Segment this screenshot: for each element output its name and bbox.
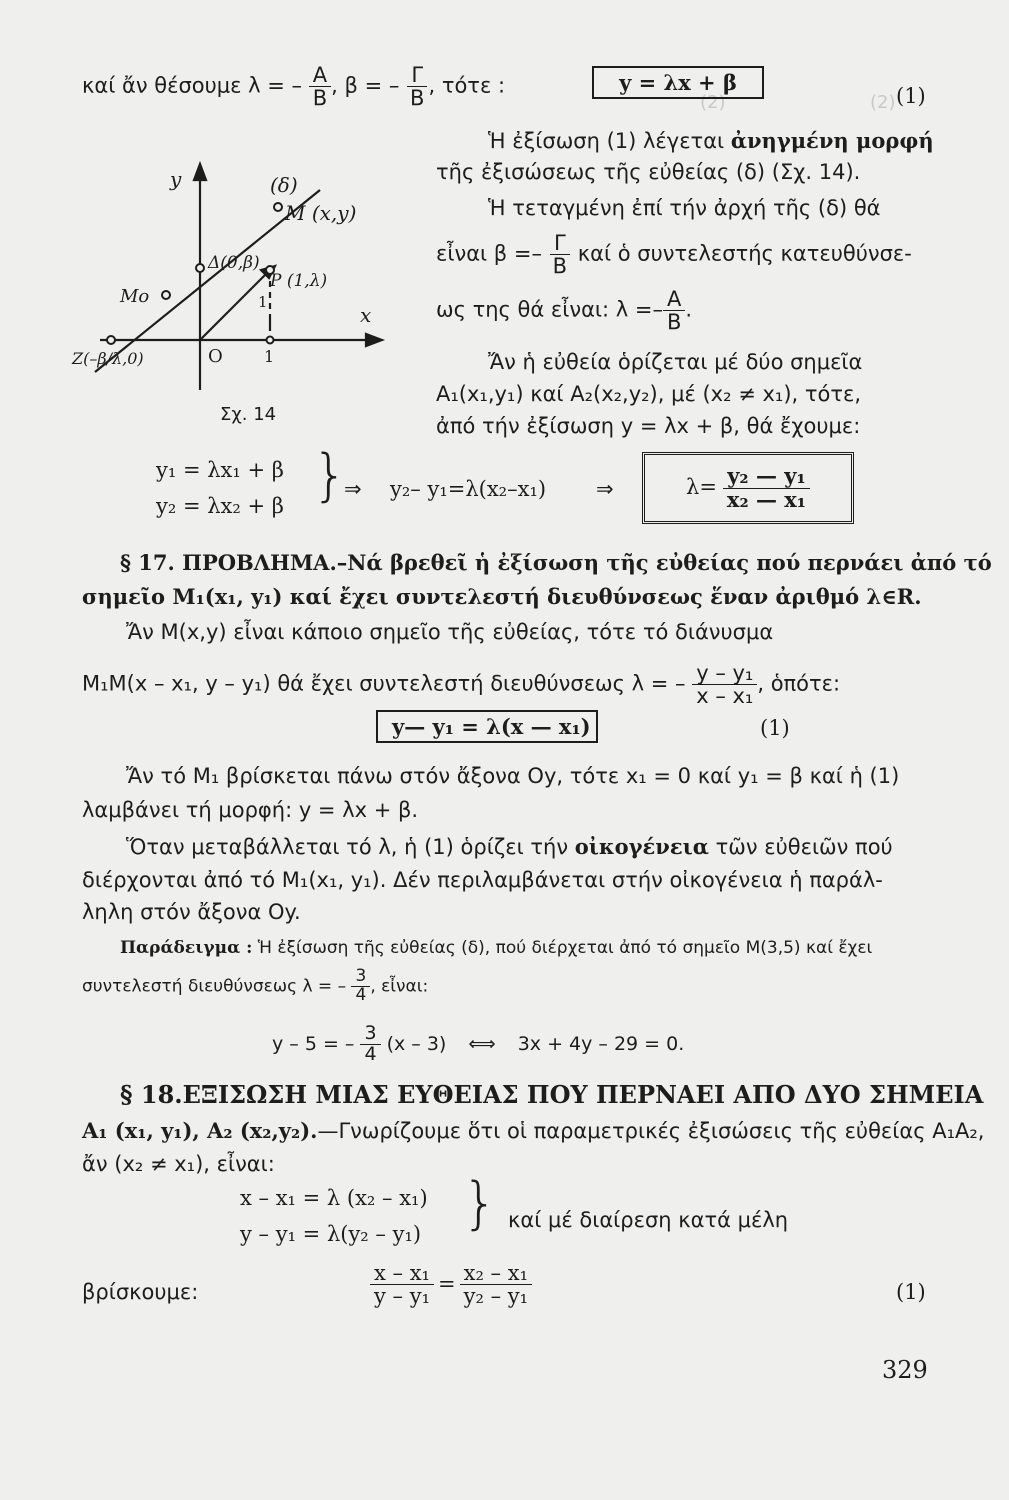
p-label: P (1,λ)	[270, 271, 328, 291]
beta-prefix: , β =	[331, 73, 383, 98]
mo-label: Mo	[120, 286, 150, 307]
reduced-form-line2: τῆς ἐξισώσεως τῆς εὐθείας (δ) (Σχ. 14).	[436, 160, 861, 184]
example-line1: Παράδειγμα : Ἡ ἐξίσωση τῆς εὐθείας (δ), πού διέρχεται ἀπό τό σημεῖο M(3,5) καί ἔχει	[120, 938, 873, 958]
problem-17-heading: § 17. ΠΡΟΒΛΗΜΑ.–Νά βρεθεῖ ἡ ἐξίσωση τῆς εὐθείας πού περνάει ἀπό τό	[120, 550, 992, 575]
section-18-line1: A₁ (x₁, y₁), A₂ (x₂,y₂).—Γνωρίζουμε ὅτι οἱ παραμετρικές ἐξισώσεις τῆς εὐθείας A₁A₂,	[82, 1118, 985, 1143]
beta-fraction: $\frac{\Gamma}{B}$	[406, 64, 428, 109]
reduced-form-paragraph: Ἡ ἐξίσωση (1) λέγεται ἀνηγμένη μορφή	[488, 128, 934, 153]
x-axis-label: x	[360, 303, 372, 327]
tote-text: , τότε :	[428, 73, 506, 98]
slope-two-points-box: λ= $\frac{\text{y₂ — y₁}}{\text{x₂ — x₁}}$	[642, 452, 854, 524]
slope-line: ως της θά εἶναι: λ =– $\frac{A}{B}$ .	[436, 287, 693, 335]
page-number: 329	[882, 1356, 928, 1384]
section-18-line2: ἄν (x₂ ≠ x₁), εἶναι:	[82, 1152, 275, 1176]
problem-17-line4: λαμβάνει τή μορφή: y = λx + β.	[82, 798, 419, 822]
brace-right: }	[312, 443, 348, 508]
reduced-form-term: ἀνηγμένη μορφή	[730, 128, 934, 153]
lambda-fraction: $\frac{A}{B}$	[309, 64, 331, 109]
figure-14	[70, 150, 410, 430]
division-text: καί μέ διαίρεση κατά μέλη	[508, 1208, 789, 1232]
bleed-through-text: (2)	[870, 92, 896, 113]
problem-17-line3: Ἄν τό M₁ βρίσκεται πάνω στόν ἄξονα Oy, τότε x₁ = 0 καί y₁ = β καί ἡ (1)	[126, 764, 900, 788]
bleed-through-text: (2)	[700, 92, 726, 113]
two-points-line3: ἀπό τήν ἐξίσωση y = λx + β, θά ἔχουμε:	[436, 414, 861, 438]
implies-arrow-1: ⇒	[344, 477, 362, 501]
point-m	[274, 203, 282, 211]
reduced-form-equation: y = λx + β	[592, 66, 764, 99]
delta-label: (δ)	[270, 173, 298, 197]
one-label: 1	[264, 347, 275, 366]
ordinate-line2: εἶναι β =– $\frac{\Gamma}{B}$ καί ὁ συντελεστής κατευθύνσε-	[436, 231, 912, 279]
figure-caption: Σχ. 14	[220, 404, 277, 425]
problem-17-heading-line2: σημεῖο M₁(x₁, y₁) καί ἔχει συντελεστή διευθύνσεως ἕναν ἀριθμό λ∈R.	[82, 584, 922, 609]
example-equation: y – 5 = – $\frac{3}{4}$ (x – 3) ⟺ 3x + 4y – 29 = 0.	[272, 1022, 685, 1065]
point-delta	[196, 264, 204, 272]
origin-label: O	[208, 346, 223, 367]
find-text: βρίσκουμε:	[82, 1280, 199, 1304]
example-line2: συντελεστή διευθύνσεως λ = – $\frac{3}{4}$ , εἶναι:	[82, 966, 429, 1005]
point-one	[267, 337, 274, 344]
y-axis-label: y	[170, 167, 182, 191]
ordinate-line1: Ἡ τεταγμένη ἐπί τήν ἀρχή τῆς (δ) θά	[488, 196, 881, 220]
y-axis-arrow	[194, 164, 206, 180]
implies-arrow-2: ⇒	[596, 477, 614, 501]
two-point-equation: $\frac{\text{x – x₁}}{\text{y – y₁}}$ = $\frac{\text{x₂ – x₁}}{\text{y₂ – y₁}}$	[370, 1262, 532, 1307]
problem-17-line5: Ὅταν μεταβάλλεται τό λ, ἡ (1) ὁρίζει τήν οἰκογένεια τῶν εὐθειῶν πού	[126, 834, 893, 859]
point-z	[107, 336, 115, 344]
point-slope-equation: y— y₁ = λ(x — x₁)	[376, 710, 598, 743]
problem-17-line7: ληλη στόν ἄξονα Oy.	[82, 900, 301, 924]
system1-line1: y₁ = λx₁ + β	[156, 458, 284, 482]
param-eq-1: x – x₁ = λ (x₂ – x₁)	[240, 1186, 428, 1210]
problem-17-line2: M₁M(x – x₁, y – y₁) θά ἔχει συντελεστή διευθύνσεως λ = – $\frac{\text{y – y₁}}{\text{x – x₁}}$ , ὁπότε:	[82, 661, 841, 709]
m-label: M (x,y)	[285, 201, 357, 225]
problem-17-line1: Ἄν M(x,y) εἶναι κάποιο σημεῖο τῆς εὐθείας, τότε τό διάνυσμα	[126, 620, 774, 644]
two-point-label: (1)	[896, 1280, 926, 1304]
point-slope-label: (1)	[760, 716, 790, 740]
x-axis-arrow	[366, 334, 382, 346]
two-points-line2: Α₁(x₁,y₁) καί Α₂(x₂,y₂), μέ (x₂ ≠ x₁), τότε,	[436, 382, 862, 406]
z-label: Z(–β/λ,0)	[72, 349, 144, 368]
problem-17-line6: διέρχονται ἀπό τό M₁(x₁, y₁). Δέν περιλαμβάνεται στήν οἰκογένεια ἡ παράλ-	[82, 868, 883, 892]
equation-label: (1)	[896, 84, 926, 108]
brace-right-2: }	[462, 1171, 498, 1236]
param-eq-2: y – y₁ = λ(y₂ – y₁)	[240, 1222, 422, 1246]
system1-line2: y₂ = λx₂ + β	[156, 494, 284, 518]
section-18-heading: § 18.ΕΞΙΣΩΣΗ ΜΙΑΣ ΕΥΘΕΙΑΣ ΠΟΥ ΠΕΡΝΑΕΙ ΑΠΟ ΔΥΟ ΣΗΜΕΙΑ	[120, 1080, 984, 1109]
unit-label: 1	[258, 293, 268, 311]
header-line: καί ἄν θέσουμε λ = – $\frac{A}{B}$ , β = – $\frac{\Gamma}{B}$ , τότε :	[82, 63, 506, 111]
system1-middle: y₂– y₁=λ(x₂–x₁)	[390, 477, 547, 501]
header-intro: καί ἄν θέσουμε λ =	[82, 73, 285, 98]
point-mo	[162, 291, 170, 299]
two-points-line1: Ἄν ἡ εὐθεία ὁρίζεται μέ δύο σημεῖα	[488, 350, 863, 374]
d-label: Δ(0,β)	[208, 253, 260, 273]
